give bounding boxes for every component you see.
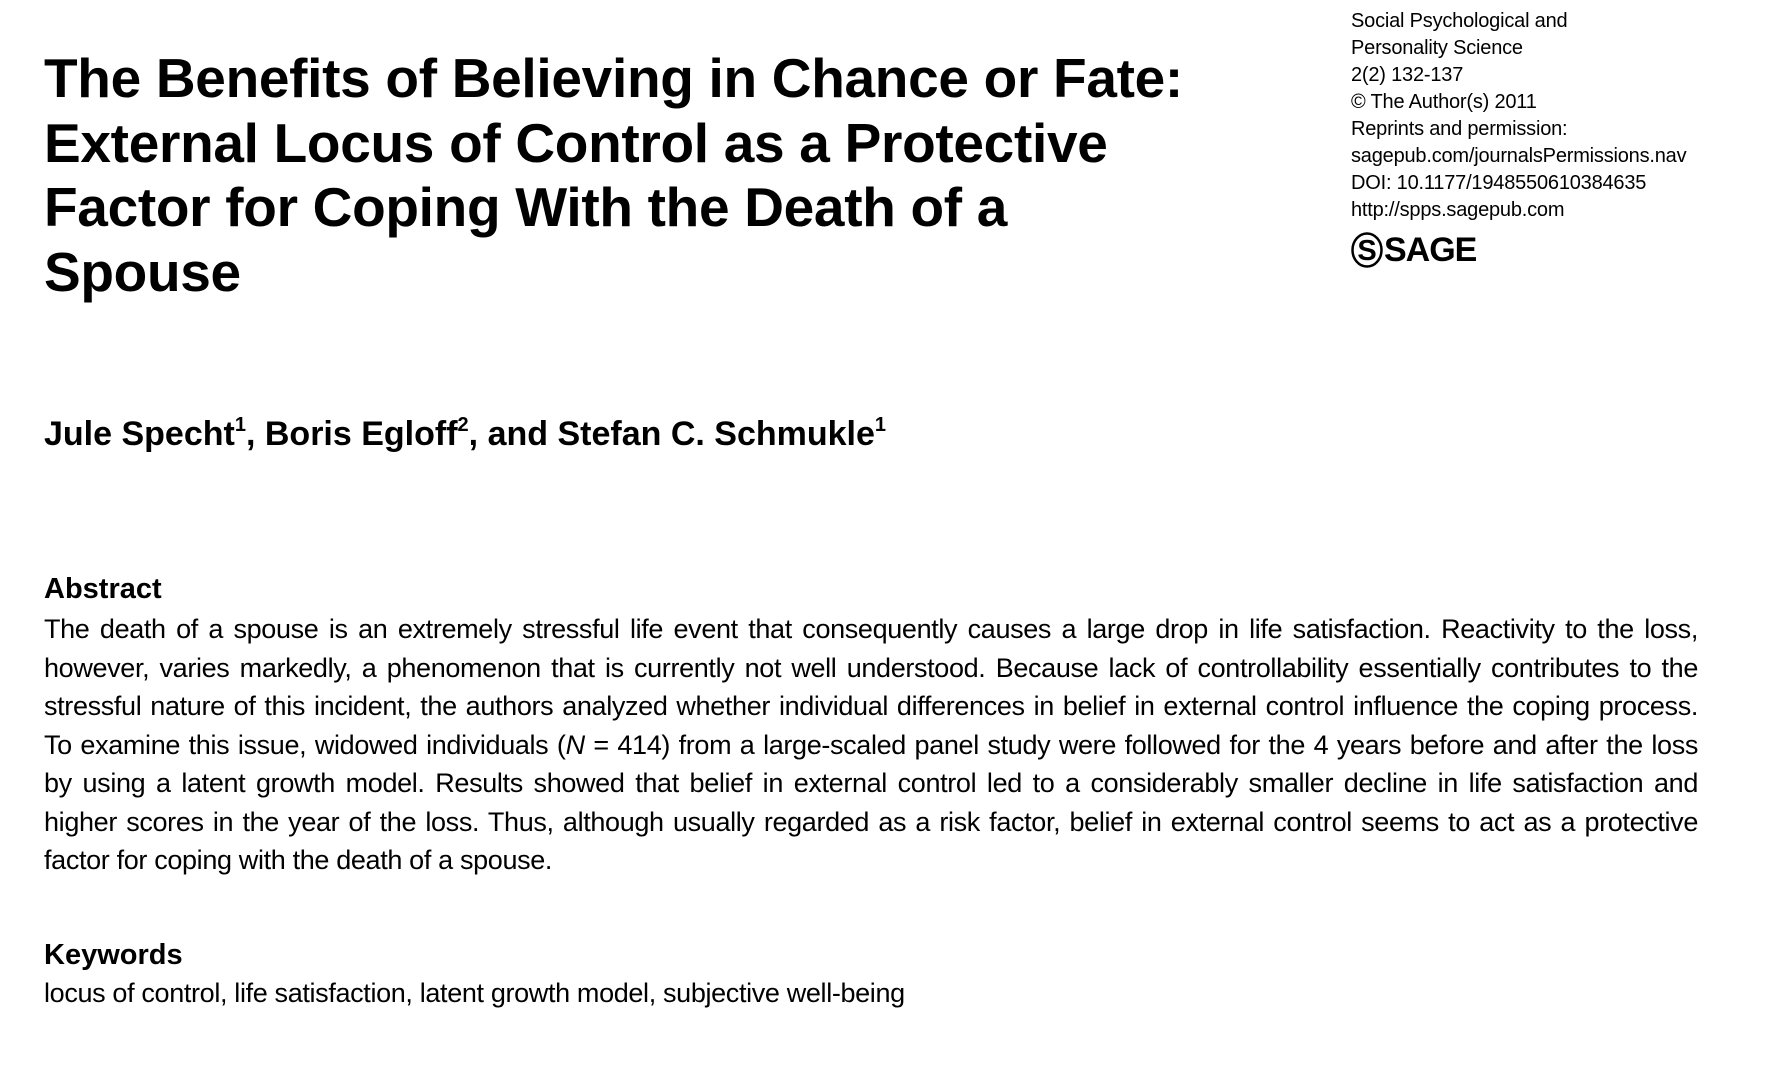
sage-logo [1351,230,1751,270]
svg-text:S: S [1357,235,1377,267]
keywords-list: locus of control, life satisfaction, latent growth model, subjective well-being [44,978,905,1008]
journal-permissions-url[interactable]: sagepub.com/journalsPermissions.nav [1351,145,1687,167]
sage-s-circle-icon [1351,232,1383,268]
author-separator: , [245,415,265,453]
author-affiliation: 1 [874,414,887,436]
author-name: Boris Egloff [264,415,458,453]
author-name: Jule Specht [44,415,235,453]
sage-logo-text: SAGE [1384,231,1477,269]
journal-website[interactable]: http://spps.sagepub.com [1351,199,1565,221]
abstract-heading: Abstract [44,573,162,605]
author-separator: , and [468,415,558,453]
sample-size-symbol: N [565,729,585,760]
journal-reprints: Reprints and permission: [1351,118,1568,140]
author-name: Stefan C. Schmukle [557,415,875,453]
sample-size-value: = 414 [584,729,662,760]
journal-name-line1: Social Psychological and [1351,10,1568,32]
journal-name-line2: Personality Science [1351,37,1523,59]
journal-volume: 2(2) 132-137 [1351,64,1464,86]
abstract-text-part1: The death of a spouse is an extremely stressful life event that consequently causes a large drop in life satisfaction. Reactivity to the loss, however, varies markedly, a phenomenon that is currently not well understood. Because lack of controllability essentially contributes to the stressful nature of this incident, the authors analyzed whether individual differences in belief in external control influence the coping process. To examine this issue, widowed individuals ( [44,614,1698,760]
author-list [44,412,886,456]
abstract-text [44,610,1698,880]
journal-info [1351,8,1751,270]
journal-doi[interactable]: DOI: 10.1177/1948550610384635 [1351,172,1647,194]
author-affiliation: 1 [234,414,246,436]
journal-copyright: © The Author(s) 2011 [1351,91,1537,113]
author-affiliation: 2 [457,414,469,436]
article-title: The Benefits of Believing in Chance or Fate: External Locus of Control as a Protective Factor for Coping With the Death of a Spouse [44,47,1183,303]
abstract-text-part2: ) from a large-scaled panel study were followed for the 4 years before and after the loss by using a latent growth model. Results showed that belief in external control led to a considerably smaller decline in life satisfaction and higher scores in the year of the loss. Thus, although usually regarded as a risk factor, belief in external control seems to act as a protective factor for coping with the death of a spouse. [44,729,1698,875]
keywords-heading: Keywords [44,939,183,971]
